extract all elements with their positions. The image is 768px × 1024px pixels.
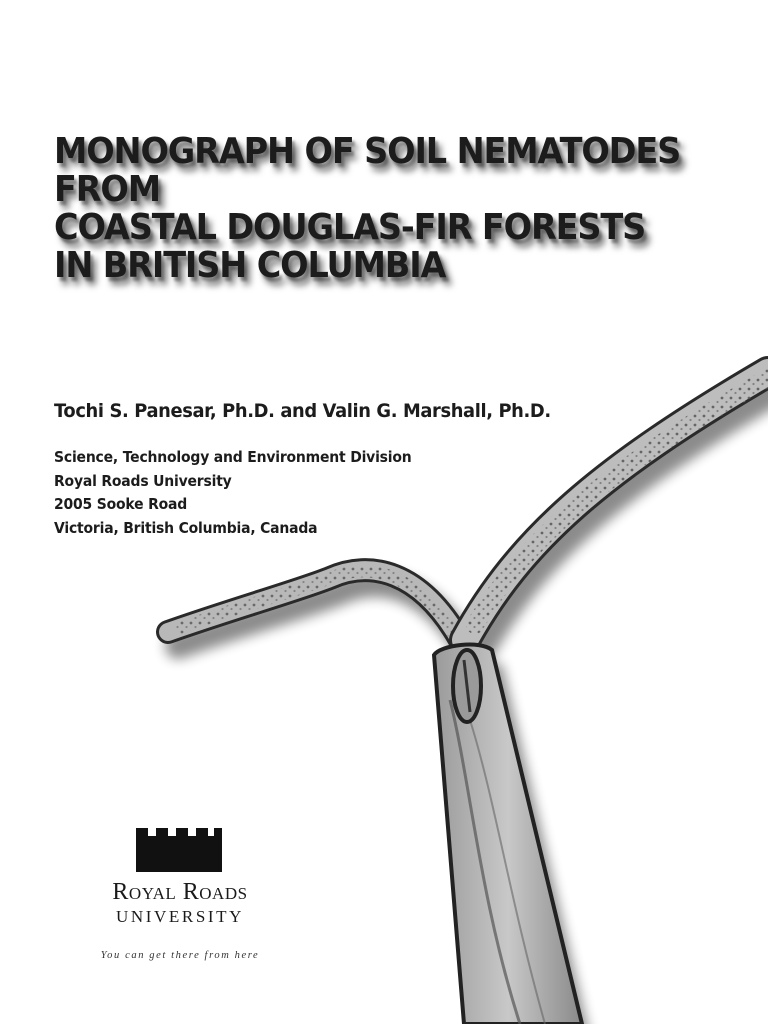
address-line: Royal Roads University <box>54 471 232 490</box>
logo-name-line1: Royal Roads <box>112 879 248 905</box>
address-line: Science, Technology and Environment Division <box>54 448 412 466</box>
logo-tagline: You can get there from here <box>100 950 260 961</box>
monograph-title <box>54 133 686 285</box>
logo-name-line2: UNIVERSITY <box>116 907 244 926</box>
address-line: 2005 Sooke Road <box>54 495 188 513</box>
castle-battlement-icon <box>136 828 222 872</box>
university-logo <box>80 878 280 928</box>
title-line: IN BRITISH COLUMBIA <box>54 245 446 286</box>
title-line: MONOGRAPH OF SOIL NEMATODES <box>54 131 681 172</box>
affiliation-address <box>54 446 519 540</box>
title-line: FROM <box>54 169 160 210</box>
address-line: Victoria, British Columbia, Canada <box>54 518 318 537</box>
title-line: COASTAL DOUGLAS-FIR FORESTS <box>54 207 646 248</box>
authors: Tochi S. Panesar, Ph.D. and Valin G. Marshall, Ph.D. <box>54 400 551 422</box>
